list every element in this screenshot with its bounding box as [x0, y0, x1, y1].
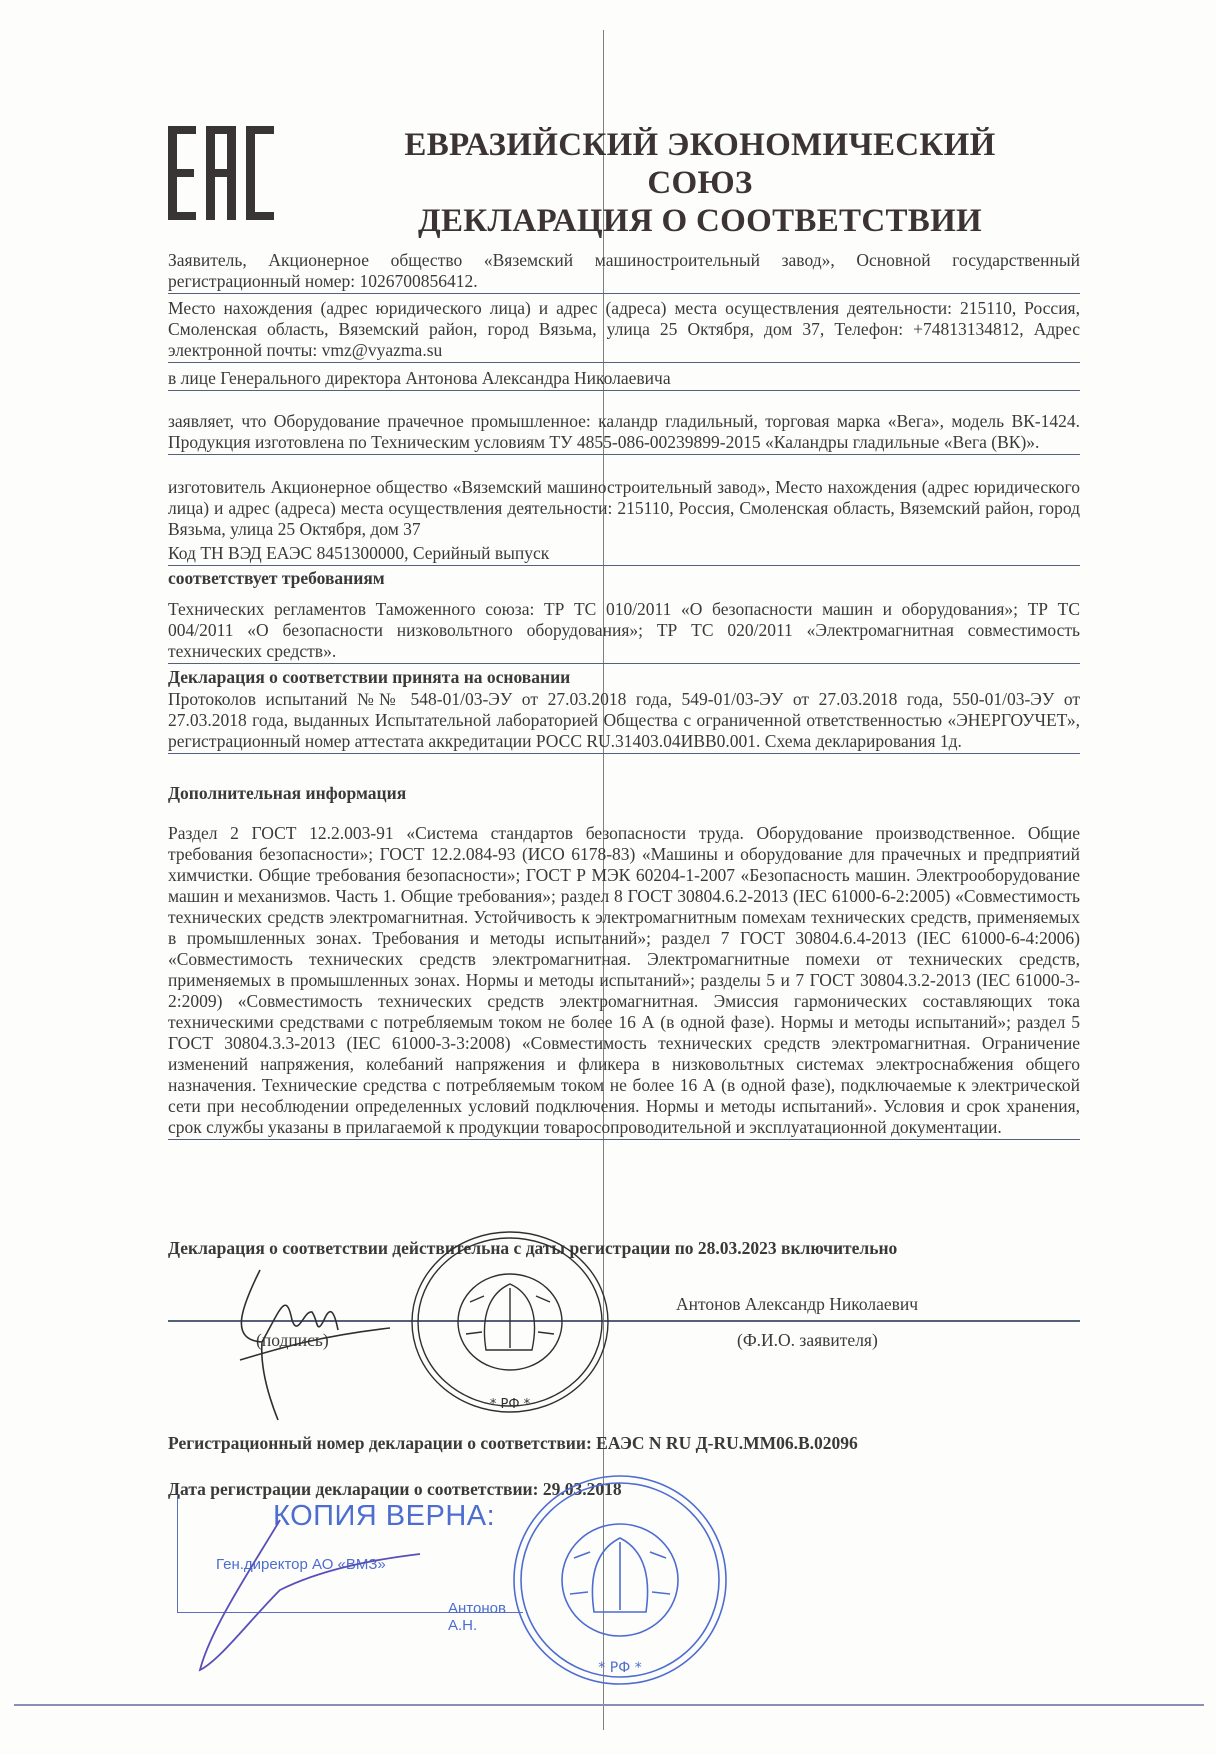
eac-logo: [168, 126, 274, 220]
applicant-signature: [200, 1250, 390, 1430]
company-seal-blue: [500, 1466, 740, 1694]
document-title: [350, 126, 1050, 240]
copy-signature: [190, 1510, 430, 1680]
additional-heading: Дополнительная информация: [168, 783, 407, 803]
signature-caption: (подпись): [256, 1330, 329, 1350]
conforms-heading: соответствует требованиям: [168, 568, 385, 588]
copy-stamp-role: Ген.директор АО «ВМЗ»: [216, 1556, 386, 1573]
representative-section: в лице Генерального директора Антонова Александра Николаевича: [168, 368, 1080, 391]
address-section: Место нахождения (адрес юридического лица) и адрес (адреса) места осуществления деятельности: 215110, Россия, Смоленская область, Вяземский район, город Вязьма, улица 25 Октября, дом 37, Телефон: +74813134812, Адрес электронной почты: vmz@vyazma.su: [168, 298, 1080, 363]
registration-number: Регистрационный номер декларации о соответствии: ЕАЭС N RU Д-RU.ММ06.В.02096: [168, 1433, 858, 1453]
manufacturer-section: изготовитель Акционерное общество «Вяземский машиностроительный завод», Место нахождения (адрес юридического лица) и адрес (адреса) места осуществления деятельности: 215110, Россия, Смоленская область, Вяземский район, город Вязьма, улица 25 Октября, дом 37: [168, 477, 1080, 539]
name-caption: (Ф.И.О. заявителя): [737, 1330, 878, 1350]
applicant-section: Заявитель, Акционерное общество «Вяземский машиностроительный завод», Основной государственный регистрационный номер: 1026700856412.: [168, 250, 1080, 294]
regulations-section: Технических регламентов Таможенного союза: ТР ТС 010/2011 «О безопасности машин и оборудования»; ТР ТС 004/2011 «О безопасности низковольтного оборудования»; ТР ТС 020/2011 «Электромагнитная совместимость технических средств».: [168, 599, 1080, 664]
code-section: Код ТН ВЭД ЕАЭС 8451300000, Серийный выпуск: [168, 543, 1080, 566]
copy-stamp-name: Антонов А.Н.: [448, 1600, 506, 1634]
validity-statement: Декларация о соответствии действительна с даты регистрации по 28.03.2023 включительно: [168, 1238, 898, 1258]
copy-stamp-title: КОПИЯ ВЕРНА:: [273, 1500, 496, 1532]
eac-mark-icon: [168, 126, 274, 220]
bottom-rule: [14, 1704, 1204, 1706]
svg-text:* РФ *: * РФ *: [598, 1660, 642, 1676]
title-union: ЕВРАЗИЙСКИЙ ЭКОНОМИЧЕСКИЙ СОЮЗ: [404, 127, 996, 201]
svg-text:* РФ *: * РФ *: [489, 1397, 531, 1412]
declares-section: заявляет, что Оборудование прачечное промышленное: каландр гладильный, торговая марка «Вега», модель ВК-1424. Продукция изготовлена по Техническим условиям ТУ 4855-086-00239899-2015 «Каландры гладильные «Вега (ВК)».: [168, 411, 1080, 455]
title-declaration: ДЕКЛАРАЦИЯ О СООТВЕТСТВИИ: [417, 203, 983, 239]
basis-heading: Декларация о соответствии принята на основании: [168, 667, 571, 687]
basis-section: Протоколов испытаний №№ 548-01/03-ЭУ от 27.03.2018 года, 549-01/03-ЭУ от 27.03.2018 года, 550-01/03-ЭУ от 27.03.2018 года, выданных Испытательной лабораторией Общества с ограниченной ответственностью «ЭНЕРГОУЧЕТ», регистрационный номер аттестата аккредитации РОСС RU.31403.04ИВВ0.001. Схема декларирования 1д.: [168, 689, 1080, 754]
signer-name: Антонов Александр Николаевич: [676, 1294, 919, 1314]
registration-date: Дата регистрации декларации о соответствии: 29.03.2018: [168, 1479, 622, 1499]
additional-section: Раздел 2 ГОСТ 12.2.003-91 «Система стандартов безопасности труда. Оборудование производственное. Общие требования безопасности»; ГОСТ 12.2.084-93 (ИСО 6178-83) «Машины и оборудование для прачечных и предприятий химчистки. Общие требования безопасности»; ГОСТ Р МЭК 60204-1-2007 «Безопасность машин. Электрооборудование машин и механизмов. Часть 1. Общие требования»; раздел 8 ГОСТ 30804.6.2-2013 (IEC 61000-6-2:2005) «Совместимость технических средств электромагнитная. Устойчивость к электромагнитным помехам технических средств, применяемых в промышленных зонах. Требования и методы испытаний»; раздел 7 ГОСТ 30804.6.4-2013 (IEC 61000-6-4:2006) «Совместимость технических средств электромагнитная. Электромагнитные помехи от технических средств, применяемых в промышленных зонах. Нормы и методы испытаний»; разделы 5 и 7 ГОСТ 30804.3.2-2013 (IEC 61000-3-2:2009) «Совместимость технических средств электромагнитная. Эмиссия гармонических составляющих тока техническими средствами с потребляемым током не более 16 А (в одной фазе). Нормы и методы испытаний»; раздел 5 ГОСТ 30804.3.3-2013 (IEC 61000-3-3:2008) «Совместимость технических средств электромагнитная. Ограничение изменений напряжения, колебаний напряжения и фликера в низковольтных системах электроснабжения общего назначения. Технические средства с потребляемым током не более 16 А (в одной фазе), подключаемые к электрической сети при несоблюдении определенных условий подключения. Нормы и методы испытаний». Условия и срок хранения, срок службы указаны в прилагаемой к продукции товаросопроводительной и эксплуатационной документации.: [168, 823, 1080, 1140]
company-seal-black: [400, 1222, 620, 1422]
